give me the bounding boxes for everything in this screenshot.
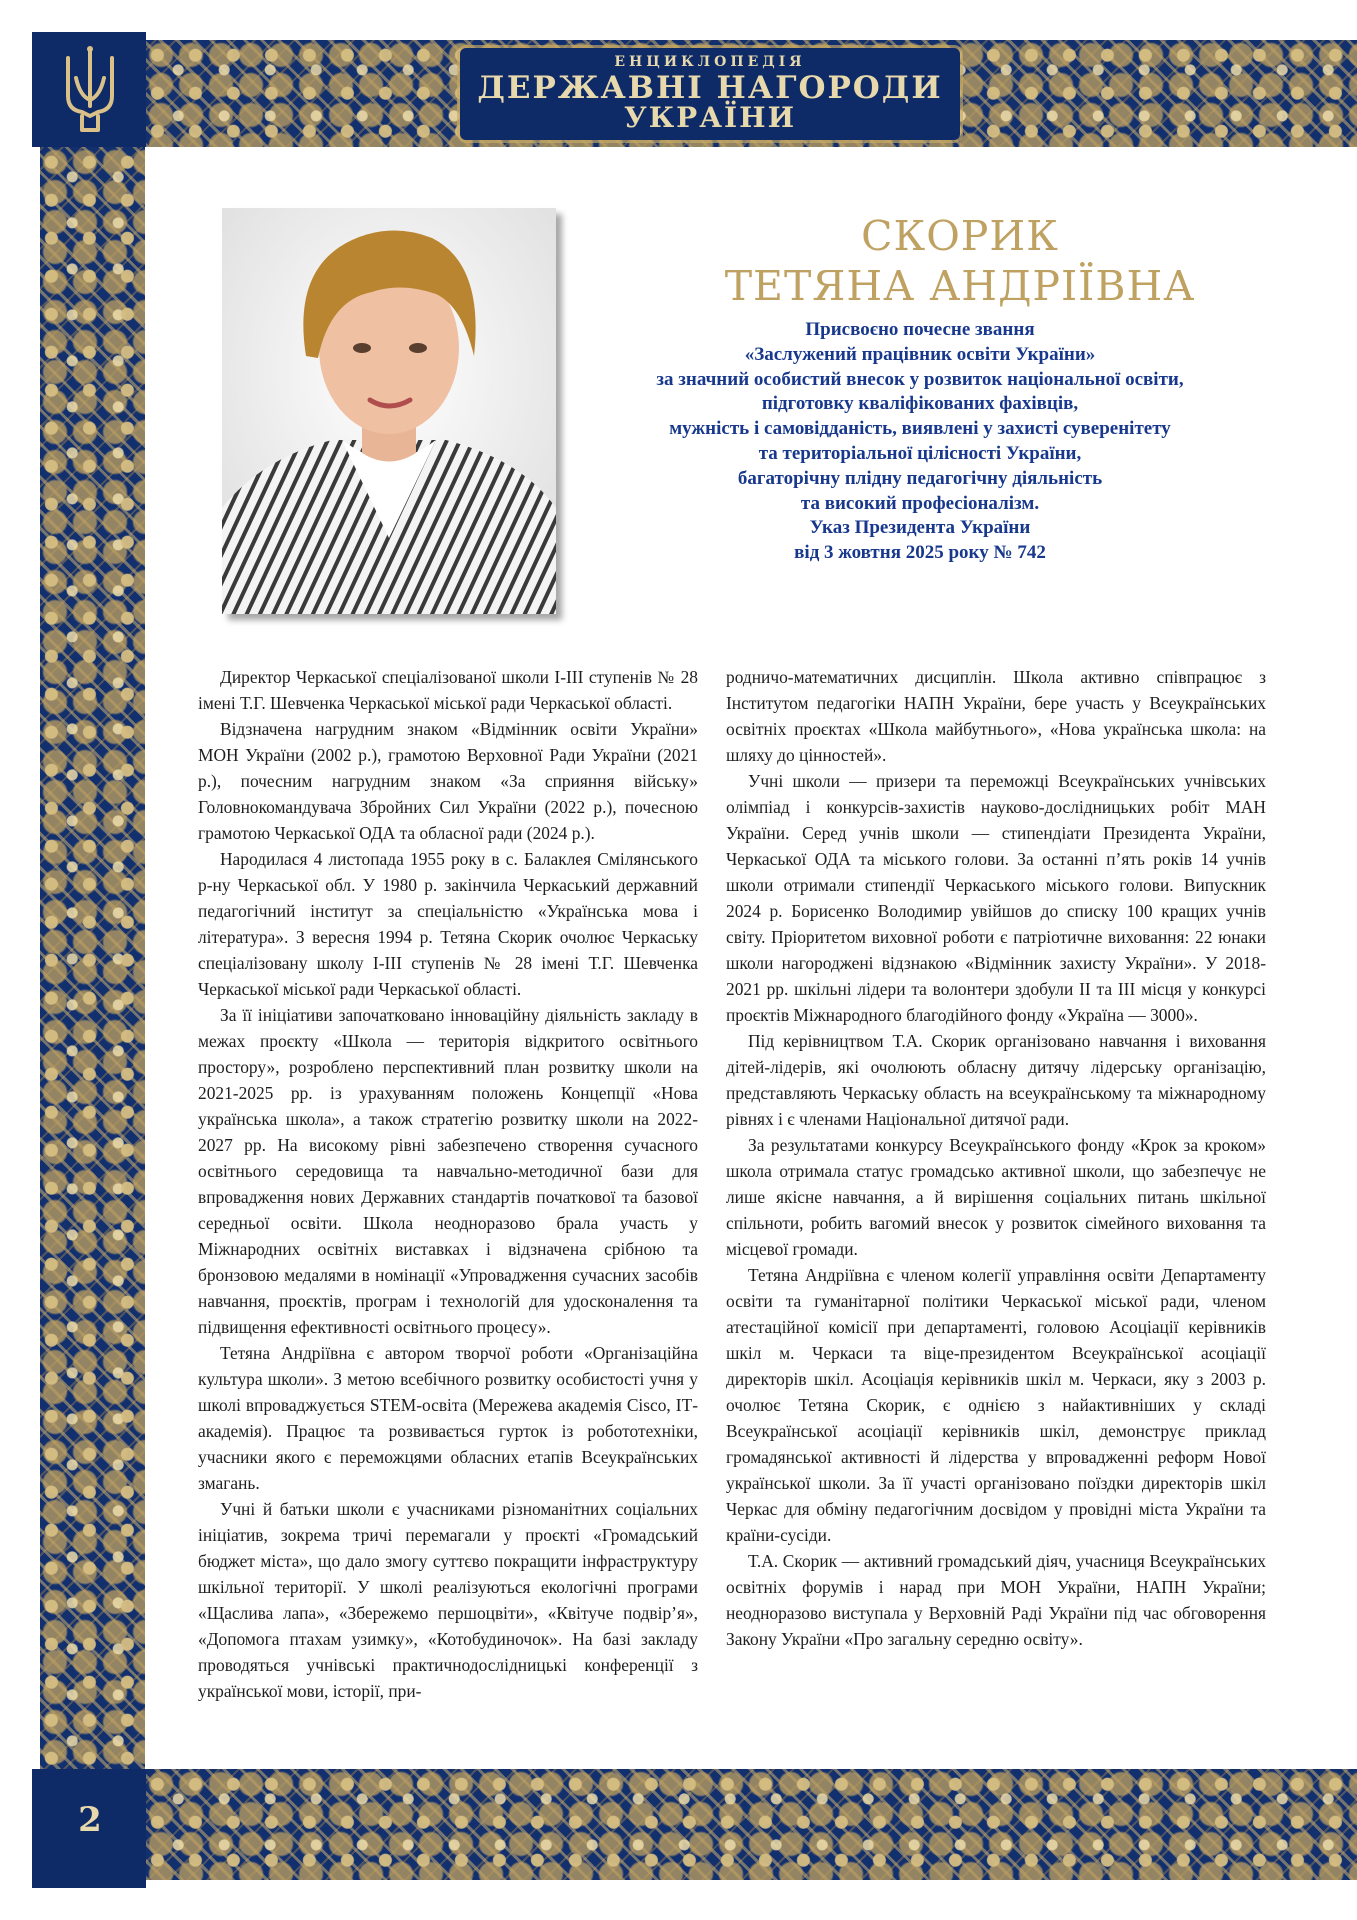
portrait-photo (222, 208, 556, 614)
biography-paragraph: Директор Черкаської спеціалізованої школи І-ІІІ ступенів № 28 імені Т.Г. Шевченка Черкаської міської ради Черкаської області. (198, 667, 698, 713)
award-line: та високий професіоналізм. (800, 492, 1040, 514)
biography-paragraph: Т.А. Скорик — активний громадський діяч, учасниця Всеукраїнських освітніх форумів і нарад при МОН України, НАПН України; неодноразово виступала у Верховній Раді України під час обговорення Закону України «Про загальну середню освіту». (726, 1551, 1266, 1649)
biography-paragraph: Відзначена нагрудним знаком «Відмінник освіти України» МОН України (2002 р.), грамотою Верховної Ради України (2021 р.), почесним нагрудним знаком «За сприяння війську» Головнокомандувача Збройних Сил України (2022 р.), почесною грамотою Черкаської ОДА та обласної ради (2024 р.). (198, 719, 698, 843)
biography-paragraph: Учні школи — призери та переможці Всеукраїнських учнівських олімпіад і конкурсів-захистів науково-дослідницьких робіт МАН України. Серед учнів школи — стипендіати Президента України, Черкаської ОДА та міського голови. За останні п’ять років 14 учнів школи отримали стипендії Черкаського міського голови. Випускник 2024 р. Борисенко Володимир увійшов до списку 100 кращих учнів світу. Пріоритетом виховної роботи є патріотичне виховання: 22 юнаки школи нагороджені відзнакою «Відмінник захисту України». У 2018-2021 рр. шкільні лідери та волонтери здобули ІІ та ІІІ місця у конкурсі проєктів Міжнародного благодійного фонду «Україна — 3000». (726, 771, 1266, 1025)
trident-coat-of-arms-icon (58, 44, 122, 136)
award-line: мужність і самовідданість, виявлені у захисті суверенітету (669, 418, 1171, 440)
biography-paragraph: Народилася 4 листопада 1955 року в с. Балаклея Смілянського р-ну Черкаської обл. У 1980 р. закінчила Черкаський державний педагогічний інститут за спеціальністю «Українська мова і література». З вересня 1994 р. Тетяна Скорик очолює Черкаську спеціалізовану школу І-ІІІ ступенів № 28 імені Т.Г. Шевченка Черкаської міської ради Черкаської області. (198, 849, 698, 999)
biography-right-column (726, 664, 1266, 1652)
biography-paragraph-continuation: родничо-математичних дисциплін. Школа активно співпрацює з Інститутом педагогіки НАПН України, бере участь у Всеукраїнських освітніх проєктах «Школа майбутнього», «Нова українська школа: на шляху до цінностей». (726, 667, 1266, 765)
award-line: багаторічну плідну педагогічну діяльність (737, 467, 1103, 489)
award-line: «Заслужений працівник освіти України» (744, 343, 1096, 365)
biography-paragraph: Тетяна Андріївна є автором творчої роботи «Організаційна культура школи». З метою всебічного розвитку особистості учня у школі впроваджується STEM-освіта (Мережева академія Cisco, ІТ-академія). Працює та розвивається гурток із робототехніки, учасники якого є переможцями обласних етапів Всеукраїнських змагань. (198, 1343, 698, 1493)
biography-paragraph: За результатами конкурсу Всеукраїнського фонду «Крок за кроком» школа отримала статус громадсько активної школи, що забезпечує не лише якісне навчання, а й вирішення соціальних питань шкільної спільноти, робить вагомий внесок у розвиток сімейного виховання та місцевої громади. (726, 1135, 1266, 1259)
biography-left-column (198, 664, 698, 1704)
bottom-ornament-border (146, 1769, 1357, 1880)
header-line-2: ДЕРЖАВНІ НАГОРОДИ (477, 70, 943, 106)
award-line: Присвоєно почесне звання (805, 319, 1035, 340)
header-line-3: УКРАЇНИ (623, 101, 797, 134)
biography-paragraph: Тетяна Андріївна є членом колегії управління освіти Департаменту освіти та гуманітарної політики Черкаської міської ради, членом атестаційної комісії при департаменті, головою Асоціації керівників шкіл м. Черкаси та віце-президентом Всеукраїнської асоціації директорів шкіл. Асоціація керівників шкіл м. Черкаси, яку з 2003 р. очолює Тетяна Скорик, є однією з найактивніших у складі Всеукраїнської асоціації керівників шкіл, демонструє приклад громадянської активності й лідерства у впровадженні реформ Нової української школи. За її участі організовано поїздки директорів шкіл Черкас для обміну педагогічним досвідом у провідні міста України та країни-сусіди. (726, 1265, 1266, 1545)
award-line: та територіальної цілісності України, (758, 442, 1082, 464)
encyclopedia-header-banner (460, 48, 960, 140)
biography-paragraph: За її ініціативи започатковано інноваційну діяльність закладу в межах проєкту «Школа — територія відкритого освітнього простору», розроблено перспективний план розвитку школи на 2021-2025 рр. із урахуванням положень Концепції «Нова українська школа», а також стратегію розвитку школи на 2022-2027 рр. На високому рівні забезпечено створення сучасного освітнього середовища та навчально-методичної бази для впровадження нових Державних стандартів початкової та базової середньої освіти. Школа неодноразово брала участь у Міжнародних освітніх виставках і відзначена срібною та бронзовою медалями в номінації «Упровадження сучасних засобів навчання, проєктів, програм і технологій для удосконалення та підвищення ефективності освітнього процесу». (198, 1005, 698, 1337)
award-line: від 3 жовтня 2025 року № 742 (794, 542, 1046, 564)
person-given-names: ТЕТЯНА АНДРІЇВНА (724, 262, 1196, 310)
award-line: підготовку кваліфікованих фахівців, (761, 393, 1079, 415)
person-surname: СКОРИК (861, 212, 1059, 260)
page-number: 2 (78, 1800, 102, 1840)
portrait-illustration (222, 208, 556, 614)
biography-paragraph: Під керівництвом Т.А. Скорик організовано навчання і виховання дітей-лідерів, які очолюють обласну дитячу лідерську організацію, представляють Черкаську область на всеукраїнському та міжнародному рівнях і є членами Національної дитячої ради. (726, 1031, 1266, 1129)
award-statement (560, 318, 1280, 566)
header-line-1: ЕНЦИКЛОПЕДІЯ (614, 54, 806, 70)
award-line: Указ Президента України (809, 517, 1031, 539)
biography-paragraph: Учні й батьки школи є учасниками різноманітних соціальних ініціатив, зокрема тричі перемагали у проєкті «Громадський бюджет міста», що дало змогу суттєво покращити інфраструктуру шкільної території. У школі реалізуються екологічні програми «Щаслива лапа», «Збережемо першоцвіти», «Квітуче подвір’я», «Допомога птахам узимку», «Котобудиночок». На базі закладу проводяться учнівські практичнодослідницькі конференції з української мови, історії, при- (198, 1499, 698, 1701)
award-line: за значний особистий внесок у розвиток національної освіти, (656, 368, 1184, 390)
left-ornament-border (40, 147, 145, 1769)
